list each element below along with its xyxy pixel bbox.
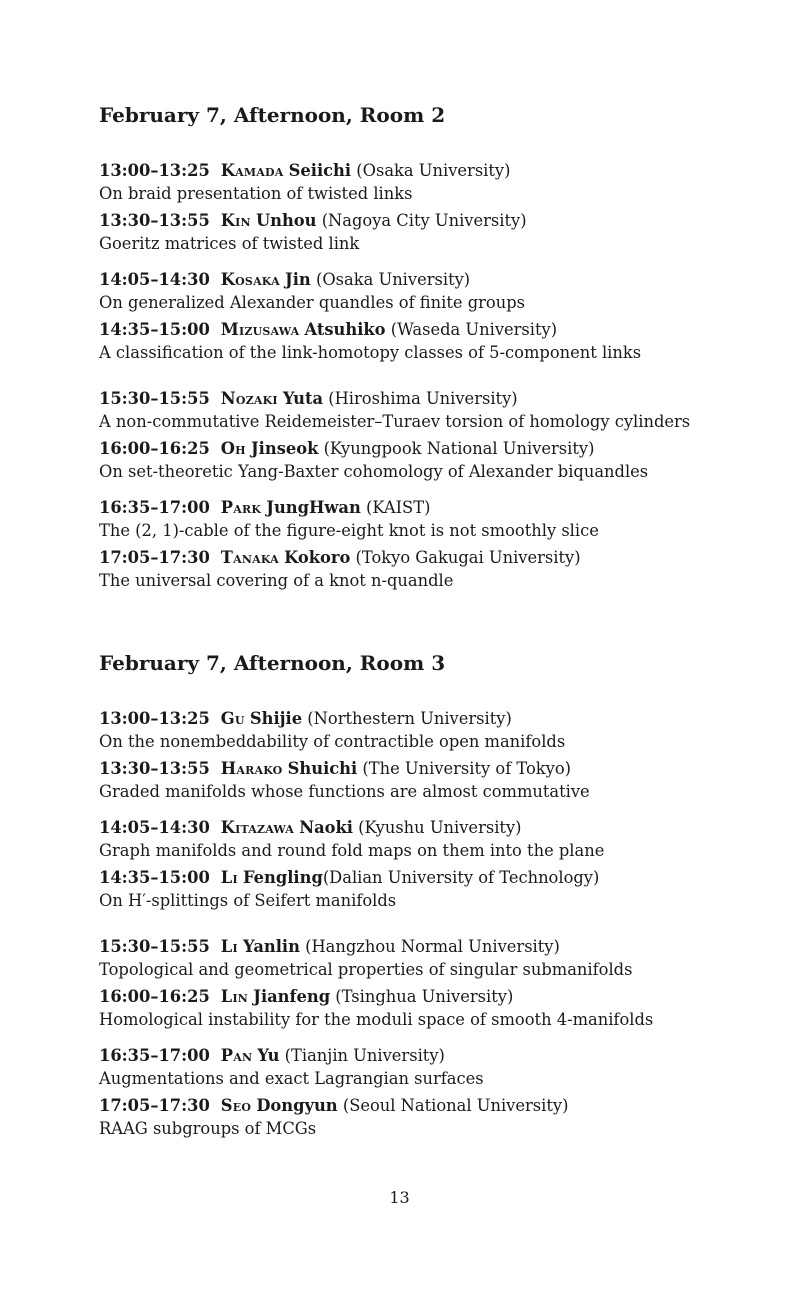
- talk-title: Graph manifolds and round fold maps on them into the plane: [99, 841, 605, 860]
- talk-title: Graded manifolds whose functions are almost commutative: [99, 782, 590, 801]
- talk-header: [99, 985, 739, 1008]
- speaker-surname: Tanaka: [220, 548, 279, 567]
- talk-time: 14:35–15:00: [99, 320, 210, 339]
- talk-time: 13:00–13:25: [99, 709, 210, 728]
- speaker-surname: Oh: [220, 439, 246, 458]
- talk-time: 17:05–17:30: [99, 548, 210, 567]
- talk-time: 15:30–15:55: [99, 389, 210, 408]
- speaker-given-name: Naoki: [299, 818, 353, 837]
- speaker-given-name: Seiichi: [288, 161, 352, 180]
- talk-title: Homological instability for the moduli space of smooth 4-manifolds: [99, 1010, 654, 1029]
- talk-item: [99, 268, 739, 314]
- talk-title: Topological and geometrical properties of singular submanifolds: [99, 960, 633, 979]
- speaker-affiliation: (The University of Tokyo): [362, 759, 572, 778]
- talk-header: [99, 935, 739, 958]
- talk-title: On the nonembeddability of contractible open manifolds: [99, 732, 566, 751]
- speaker-surname: Pan: [220, 1046, 253, 1065]
- speaker-surname: Seo: [220, 1096, 252, 1115]
- talk-time: 16:00–16:25: [99, 439, 210, 458]
- talk-item: [99, 496, 739, 542]
- talk-item: [99, 1044, 739, 1090]
- talk-time: 13:30–13:55: [99, 211, 210, 230]
- talk-header: [99, 757, 739, 780]
- talk-item: [99, 209, 739, 255]
- talk-item: [99, 1094, 739, 1140]
- talk-time: 16:00–16:25: [99, 987, 210, 1006]
- speaker-given-name: Yu: [257, 1046, 280, 1065]
- speaker-surname: Kamada: [220, 161, 284, 180]
- speaker-given-name: Jin: [285, 270, 311, 289]
- speaker-affiliation: (KAIST): [366, 498, 431, 517]
- speaker-surname: Gu: [220, 709, 245, 728]
- talk-title: On generalized Alexander quandles of finite groups: [99, 293, 525, 312]
- talk-time: 16:35–17:00: [99, 1046, 210, 1065]
- talk-title: Augmentations and exact Lagrangian surfaces: [99, 1069, 484, 1088]
- speaker-affiliation: (Osaka University): [315, 270, 471, 289]
- talk-header: [99, 866, 739, 889]
- speaker-affiliation: (Tokyo Gakugai University): [355, 548, 581, 567]
- talk-title: The universal covering of a knot n-quandle: [99, 571, 454, 590]
- talk-header: [99, 437, 739, 460]
- talk-time: 15:30–15:55: [99, 937, 210, 956]
- speaker-affiliation: (Osaka University): [356, 161, 511, 180]
- talk-item: [99, 546, 739, 592]
- speaker-given-name: Atsuhiko: [304, 320, 386, 339]
- speaker-surname: Nozaki: [220, 389, 278, 408]
- talk-time: 14:05–14:30: [99, 818, 210, 837]
- talk-header: [99, 546, 739, 569]
- talk-time: 16:35–17:00: [99, 498, 210, 517]
- talk-header: [99, 496, 739, 519]
- page-number: 13: [389, 1188, 410, 1207]
- speaker-given-name: Kokoro: [284, 548, 351, 567]
- section-room-3: [99, 650, 739, 676]
- speaker-affiliation: (Waseda University): [390, 320, 558, 339]
- speaker-surname: Li: [220, 868, 238, 887]
- speaker-affiliation: (Seoul National University): [342, 1096, 569, 1115]
- talk-item: [99, 935, 739, 981]
- talk-item: [99, 707, 739, 753]
- speaker-given-name: Jianfeng: [253, 987, 331, 1006]
- talk-time: 17:05–17:30: [99, 1096, 210, 1115]
- talk-item: [99, 387, 739, 433]
- speaker-given-name: Shijie: [249, 709, 303, 728]
- speaker-surname: Mizusawa: [220, 320, 300, 339]
- section-title: February 7, Afternoon, Room 2: [99, 103, 446, 127]
- talk-item: [99, 866, 739, 912]
- speaker-given-name: Dongyun: [256, 1096, 338, 1115]
- talk-time: 14:35–15:00: [99, 868, 210, 887]
- speaker-given-name: Jinseok: [250, 439, 319, 458]
- speaker-surname: Li: [220, 937, 238, 956]
- talk-header: [99, 707, 739, 730]
- talk-header: [99, 1044, 739, 1067]
- talk-title: On H′-splittings of Seifert manifolds: [99, 891, 397, 910]
- talk-title: On set-theoretic Yang-Baxter cohomology of Alexander biquandles: [99, 462, 649, 481]
- talk-time: 13:30–13:55: [99, 759, 210, 778]
- talk-header: [99, 816, 739, 839]
- speaker-affiliation: (Nagoya City University): [321, 211, 527, 230]
- talk-title: RAAG subgroups of MCGs: [99, 1119, 317, 1138]
- speaker-affiliation: (Hiroshima University): [328, 389, 518, 408]
- talk-title: On braid presentation of twisted links: [99, 184, 413, 203]
- speaker-affiliation: (Kyushu University): [358, 818, 522, 837]
- speaker-surname: Park: [220, 498, 262, 517]
- speaker-affiliation: (Kyungpook National University): [323, 439, 595, 458]
- speaker-surname: Kitazawa: [220, 818, 295, 837]
- talk-header: [99, 268, 739, 291]
- talk-title: A non-commutative Reidemeister–Turaev torsion of homology cylinders: [99, 412, 691, 431]
- talk-item: [99, 985, 739, 1031]
- speaker-given-name: Shuichi: [287, 759, 358, 778]
- talk-time: 13:00–13:25: [99, 161, 210, 180]
- talk-title: A classification of the link-homotopy classes of 5-component links: [99, 343, 642, 362]
- talk-item: [99, 816, 739, 862]
- section-room-2: [99, 102, 739, 128]
- speaker-affiliation: (Tianjin University): [284, 1046, 445, 1065]
- speaker-affiliation: (Dalian University of Technology): [322, 868, 600, 887]
- talk-header: [99, 159, 739, 182]
- section-title: February 7, Afternoon, Room 3: [99, 651, 446, 675]
- speaker-surname: Lin: [220, 987, 249, 1006]
- talk-header: [99, 318, 739, 341]
- speaker-given-name: Yanlin: [242, 937, 300, 956]
- speaker-affiliation: (Northestern University): [307, 709, 512, 728]
- speaker-surname: Kin: [220, 211, 251, 230]
- speaker-surname: Kosaka: [220, 270, 280, 289]
- speaker-given-name: JungHwan: [266, 498, 361, 517]
- talk-header: [99, 387, 739, 410]
- speaker-given-name: Yuta: [282, 389, 324, 408]
- talk-item: [99, 437, 739, 483]
- talk-time: 14:05–14:30: [99, 270, 210, 289]
- speaker-given-name: Fengling: [242, 868, 323, 887]
- talk-title: The (2, 1)-cable of the figure-eight knot is not smoothly slice: [99, 521, 599, 540]
- talk-title: Goeritz matrices of twisted link: [99, 234, 360, 253]
- talk-header: [99, 209, 739, 232]
- speaker-surname: Harako: [220, 759, 283, 778]
- talk-item: [99, 159, 739, 205]
- speaker-affiliation: (Tsinghua University): [335, 987, 514, 1006]
- talk-header: [99, 1094, 739, 1117]
- speaker-affiliation: (Hangzhou Normal University): [305, 937, 560, 956]
- speaker-given-name: Unhou: [255, 211, 317, 230]
- talk-item: [99, 757, 739, 803]
- talk-item: [99, 318, 739, 364]
